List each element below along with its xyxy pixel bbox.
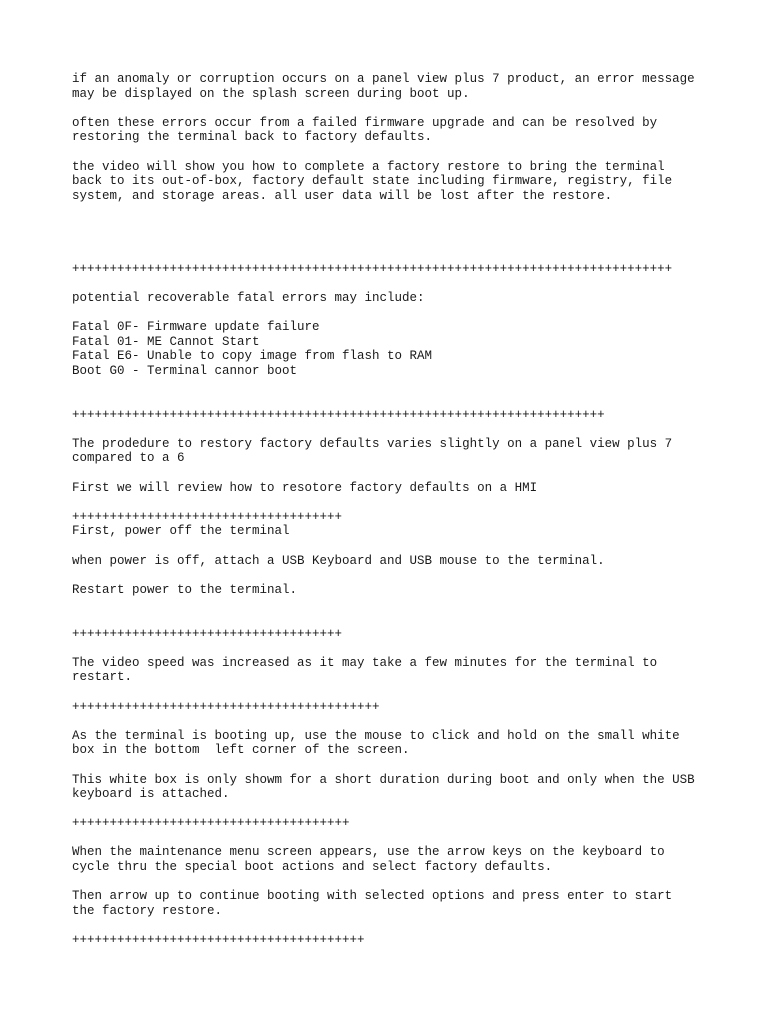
blank-line: [72, 276, 752, 291]
blank-line: [72, 247, 752, 262]
text-line: First, power off the terminal: [72, 524, 290, 539]
text-line: Fatal 01- ME Cannot Start: [72, 334, 260, 349]
blank-line: [72, 203, 752, 218]
blank-line: [72, 306, 752, 321]
text-line: Fatal 0F- Firmware update failure: [72, 320, 320, 335]
text-line: may be displayed on the splash screen during boot up.: [72, 86, 470, 101]
text-line: Fatal E6- Unable to copy image from flash to RAM: [72, 349, 433, 364]
text-line: As the terminal is booting up, use the mouse to click and hold on the small white: [72, 728, 680, 743]
document-body: [72, 72, 752, 948]
text-line: often these errors occur from a failed firmware upgrade and can be resolved by: [72, 115, 658, 130]
blank-line: [72, 218, 752, 233]
separator-line: +++++++++++++++++++++++++++++++++++++++++: [72, 699, 380, 714]
blank-line: [72, 145, 752, 160]
blank-line: [72, 495, 752, 510]
text-line: back to its out-of-box, factory default state including firmware, registry, file: [72, 174, 673, 189]
text-line: system, and storage areas. all user data will be lost after the restore.: [72, 188, 613, 203]
text-line: Boot G0 - Terminal cannor boot: [72, 363, 298, 378]
blank-line: [72, 233, 752, 248]
separator-line: ++++++++++++++++++++++++++++++++++++: [72, 509, 343, 524]
text-line: box in the bottom left corner of the screen.: [72, 743, 410, 758]
text-line: The prodedure to restory factory defaults varies slightly on a panel view plus 7: [72, 436, 673, 451]
blank-line: [72, 685, 752, 700]
blank-line: [72, 758, 752, 773]
text-line: restart.: [72, 670, 133, 685]
text-line: keyboard is attached.: [72, 787, 230, 802]
blank-line: [72, 641, 752, 656]
text-line: compared to a 6: [72, 451, 185, 466]
text-line: when power is off, attach a USB Keyboard and USB mouse to the terminal.: [72, 553, 605, 568]
text-line: Restart power to the terminal.: [72, 582, 298, 597]
text-line: cycle thru the special boot actions and select factory defaults.: [72, 860, 553, 875]
blank-line: [72, 568, 752, 583]
blank-line: [72, 918, 752, 933]
text-line: if an anomaly or corruption occurs on a panel view plus 7 product, an error message: [72, 72, 695, 86]
text-line: First we will review how to resotore factory defaults on a HMI: [72, 480, 538, 495]
blank-line: [72, 714, 752, 729]
blank-line: [72, 539, 752, 554]
text-line: When the maintenance menu screen appears, use the arrow keys on the keyboard to: [72, 845, 665, 860]
separator-line: ++++++++++++++++++++++++++++++++++++: [72, 626, 343, 641]
blank-line: [72, 466, 752, 481]
text-line: the factory restore.: [72, 903, 223, 918]
text-line: The video speed was increased as it may take a few minutes for the terminal to: [72, 655, 658, 670]
text-line: potential recoverable fatal errors may include:: [72, 290, 425, 305]
text-line: This white box is only showm for a short duration during boot and only when the USB: [72, 772, 695, 787]
blank-line: [72, 378, 752, 393]
separator-line: +++++++++++++++++++++++++++++++++++++++: [72, 933, 365, 948]
blank-line: [72, 802, 752, 817]
blank-line: [72, 831, 752, 846]
text-line: restoring the terminal back to factory defaults.: [72, 130, 433, 145]
blank-line: [72, 393, 752, 408]
blank-line: [72, 597, 752, 612]
text-line: Then arrow up to continue booting with selected options and press enter to start: [72, 889, 673, 904]
separator-line: +++++++++++++++++++++++++++++++++++++++++++++++++++++++++++++++++++++++: [72, 407, 605, 422]
separator-line: ++++++++++++++++++++++++++++++++++++++++++++++++++++++++++++++++++++++++++++++++: [72, 261, 673, 276]
text-line: the video will show you how to complete a factory restore to bring the terminal: [72, 159, 665, 174]
blank-line: [72, 422, 752, 437]
blank-line: [72, 612, 752, 627]
blank-line: [72, 101, 752, 116]
separator-line: +++++++++++++++++++++++++++++++++++++: [72, 816, 350, 831]
blank-line: [72, 875, 752, 890]
